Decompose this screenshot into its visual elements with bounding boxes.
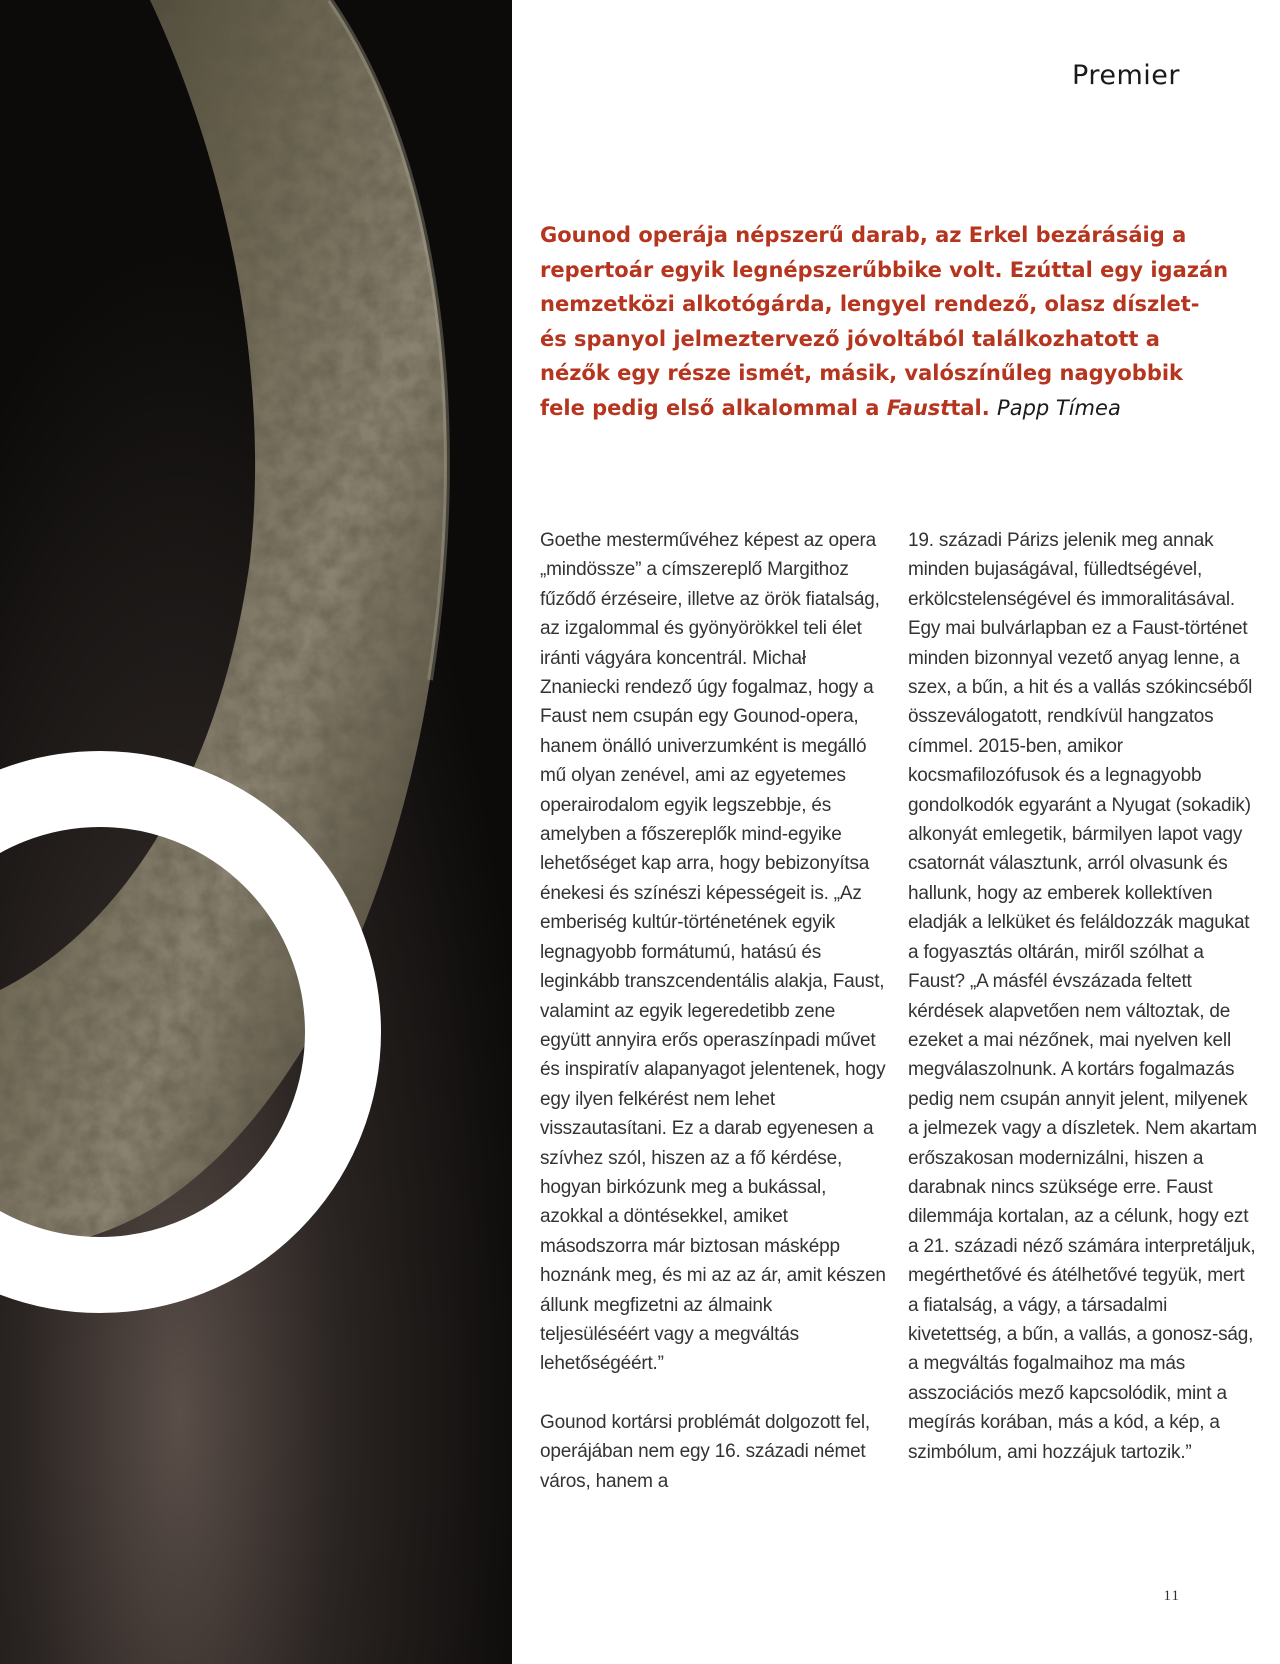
lead-paragraph	[540, 218, 1230, 425]
page-number: 11	[1163, 1588, 1180, 1604]
body-paragraph: Goethe mesterművéhez képest az opera „mindössze” a címszereplő Margithoz fűződő érzéseire, illetve az örök fiatalság, az izgalommal és gyönyörökkel teli élet iránti vágyára koncentrál. Michał Znaniecki rendező úgy fogalmaz, hogy a Faust nem csupán egy Gounod-opera, hanem önálló univerzumként is megálló mű olyan zenével, ami az egyetemes operairodalom egyik legszebbje, és amelyben a főszereplők mind-egyike lehetőséget kap arra, hogy bebizonyítsa énekesi és színészi képességeit is. „Az emberiség kultúr-történetének egyik legnagyobb formátumú, hatású és leginkább transzcendentális alakja, Faust, valamint az egyik legeredetibb zene együtt annyira erős operaszínpadi művet és inspiratív alapanyagot jelentenek, hogy egy ilyen felkérést nem lehet visszautasítani. Ez a darab egyenesen a szívhez szól, hiszen az a fő kérdése, hogyan birkózunk meg a bukással, azokkal a döntésekkel, amiket másodszorra már biztosan másképp hoznánk meg, és mi az az ár, amit készen állunk megfizetni az álmaink teljesüléséért vagy a megváltás lehetőségéért.”	[540, 530, 886, 1375]
lead-text: Gounod operája népszerű darab, az Erkel bezárásáig a repertoár egyik legnépszerűbbike volt. Ezúttal egy igazán nemzetközi alkotógárda, lengyel rendező, olasz díszlet- és spanyol jelmeztervező jóvoltából találkozhatott a nézők egy része ismét, másik, valószínűleg nagyobbik fele pedig első alkalommal a	[540, 223, 1229, 420]
horn-illustration	[0, 0, 512, 1664]
section-label: Premier	[1072, 60, 1180, 91]
body-column-left	[540, 526, 886, 1496]
body-column-right	[908, 526, 1258, 1467]
lead-title-emphasis: Faust	[886, 395, 951, 420]
author-byline: Papp Tímea	[997, 395, 1121, 420]
body-paragraph: Gounod kortársi problémát dolgozott fel, operájában nem egy 16. századi német város, hanem a	[540, 1411, 870, 1492]
horn-photo	[0, 0, 512, 1664]
lead-text-end: tal.	[950, 395, 990, 420]
body-paragraph: 19. századi Párizs jelenik meg annak minden bujaságával, fülledtségével, erkölcstelenségével és immoralitásával. Egy mai bulvárlapban ez a Faust-történet minden bizonnyal vezető anyag lenne, a szex, a bűn, a hit és a vallás szókincséből összeválogatott, rendkívül hangzatos címmel. 2015-ben, amikor kocsmafilozófusok és a legnagyobb gondolkodók egyaránt a Nyugat (sokadik) alkonyát emlegetik, bármilyen lapot vagy csatornát választunk, arról olvasunk és hallunk, hogy az emberek kollektíven eladják a lelküket és feláldozzák magukat a fogyasztás oltárán, miről szólhat a Faust? „A másfél évszázada feltett kérdések alapvetően nem változtak, de ezeket a mai nézőnek, mai nyelven kell megválaszolnunk. A kortárs fogalmazás pedig nem csupán annyit jelent, milyenek a jelmezek vagy a díszletek. Nem akartam erőszakosan modernizálni, hiszen a darabnak nincs szüksége erre. Faust dilemmája kortalan, az a célunk, hogy ezt a 21. századi néző számára interpretáljuk, megérthetővé és átélhetővé tegyük, mert a fiatalság, a vágy, a társadalmi kivetettség, a bűn, a vallás, a gonosz-ság, a megváltás fogalmaihoz ma más asszociációs mező kapcsolódik, mint a megírás korában, más a kód, a kép, a szimbólum, ami hozzájuk tartozik.”	[908, 530, 1257, 1463]
